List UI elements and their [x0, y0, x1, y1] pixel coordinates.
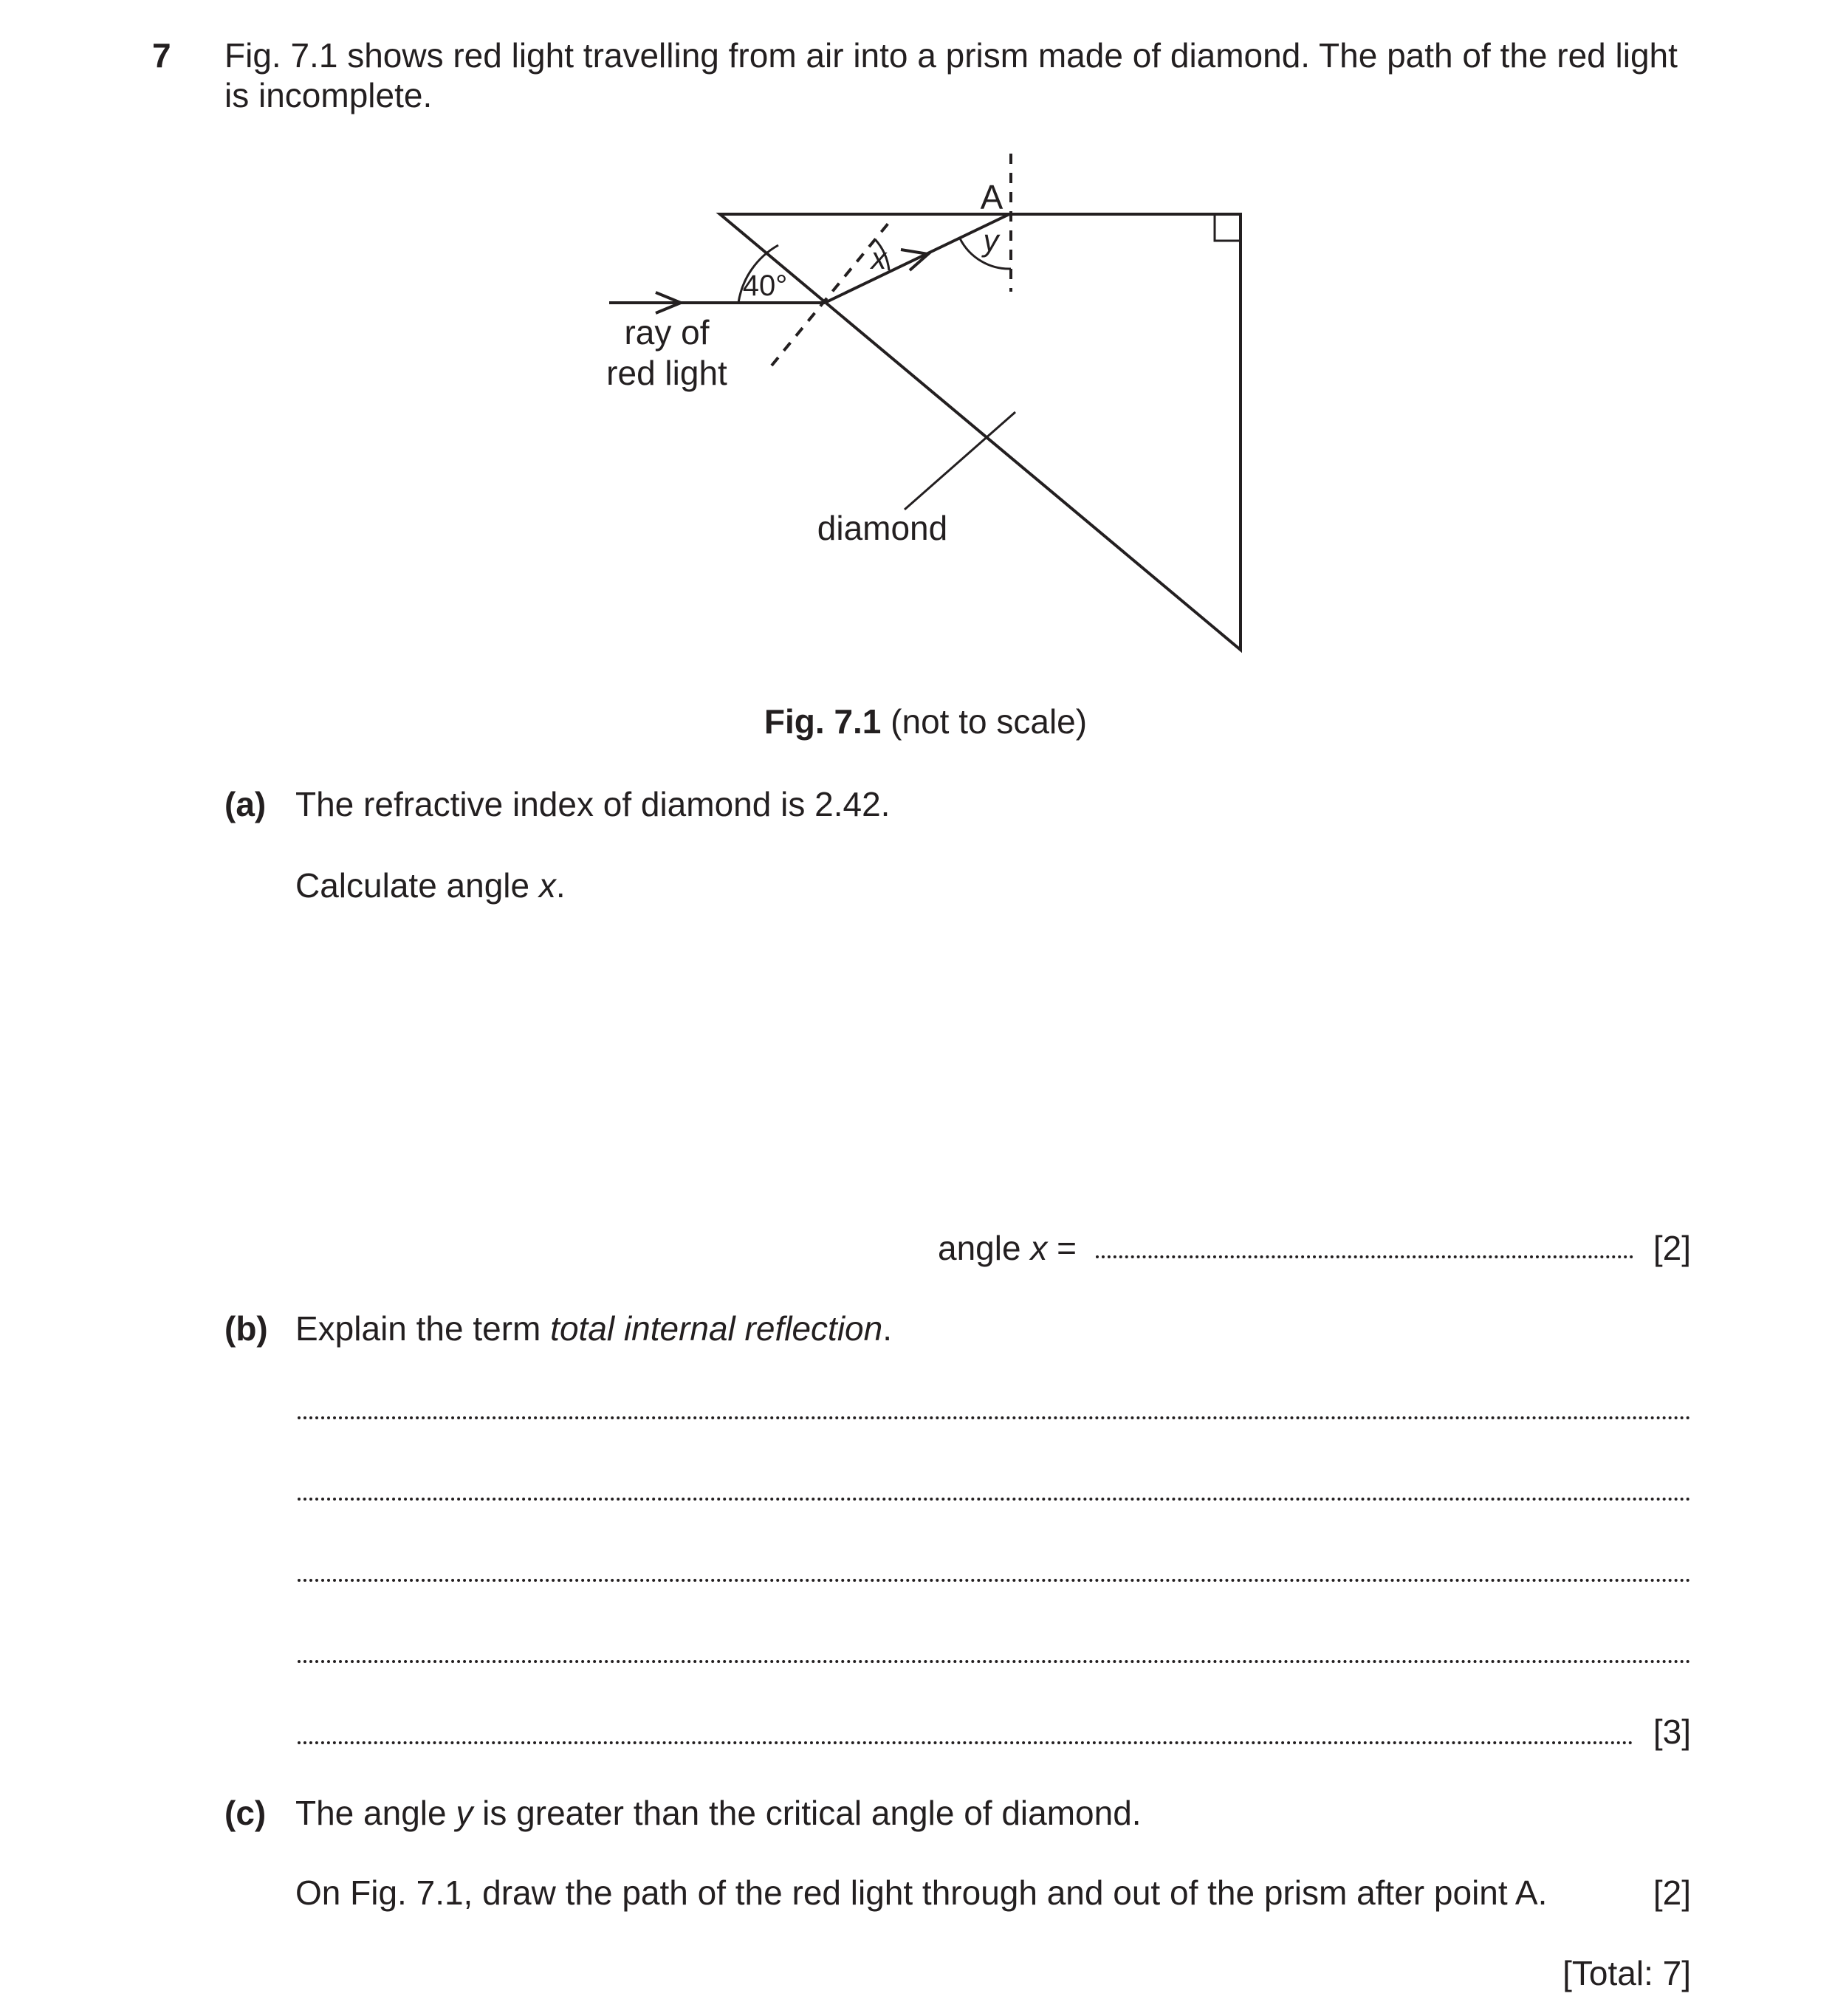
- label-a: A: [980, 178, 1004, 216]
- part-a-answer-post: =: [1047, 1229, 1077, 1267]
- part-b-text-pre: Explain the term: [295, 1309, 551, 1348]
- part-c-text-post: is greater than the critical angle of diamond.: [473, 1794, 1142, 1832]
- part-b-label: (b): [224, 1309, 268, 1348]
- label-ray-line1: ray of: [624, 313, 710, 352]
- part-c-text: [295, 1793, 1142, 1833]
- part-a-instruction: [295, 865, 566, 905]
- part-c-label: (c): [224, 1794, 267, 1832]
- part-a-marks: [2]: [1653, 1229, 1691, 1267]
- part-b-answer-line-5[interactable]: [298, 1741, 1633, 1744]
- prism-outline: [720, 214, 1241, 650]
- part-b-text-term: total internal reflection: [550, 1309, 883, 1348]
- part-b-text: [295, 1309, 892, 1348]
- prism-diagram: [0, 0, 1832, 665]
- part-c-text-pre: The angle: [295, 1794, 456, 1832]
- part-c-text-var: y: [456, 1794, 473, 1832]
- part-b-answer-line-2[interactable]: [298, 1498, 1691, 1501]
- figure-caption-rest: (not to scale): [881, 702, 1088, 741]
- label-angle-40: 40°: [742, 270, 788, 302]
- part-b-answer-line-1[interactable]: [298, 1416, 1691, 1419]
- label-x: x: [871, 241, 887, 275]
- part-b-marks: [3]: [1653, 1712, 1691, 1751]
- label-diamond: diamond: [817, 509, 948, 547]
- diamond-leader-line: [905, 412, 1015, 510]
- part-c-marks: [2]: [1653, 1873, 1691, 1912]
- part-a-answer-var: x: [1030, 1229, 1048, 1267]
- part-b-answer-line-3[interactable]: [298, 1579, 1691, 1582]
- question-intro-line1: Fig. 7.1 shows red light travelling from air into a prism made of diamond. The path of the red light: [224, 36, 1678, 75]
- part-a-instruction-pre: Calculate angle: [295, 866, 539, 905]
- total-marks: [Total: 7]: [1562, 1954, 1691, 1992]
- part-a-instruction-var: x: [538, 866, 556, 905]
- part-a-answer-line[interactable]: [1096, 1255, 1633, 1258]
- part-a-answer-label: [938, 1228, 1077, 1268]
- part-a-text: The refractive index of diamond is 2.42.: [295, 785, 891, 823]
- part-c-instruction: On Fig. 7.1, draw the path of the red light through and out of the prism after point A.: [295, 1873, 1548, 1912]
- part-a-answer-pre: angle: [938, 1229, 1031, 1267]
- refracted-ray: [825, 214, 1009, 303]
- label-y: y: [983, 223, 999, 258]
- right-angle-marker: [1215, 214, 1241, 241]
- figure-caption: [0, 702, 1832, 741]
- question-intro-line2: is incomplete.: [224, 76, 433, 114]
- label-ray-line2: red light: [606, 354, 727, 392]
- part-b-text-post: .: [882, 1309, 892, 1348]
- question-number: 7: [152, 36, 171, 75]
- part-a-instruction-post: .: [555, 866, 566, 905]
- part-a-label: (a): [224, 785, 267, 823]
- figure-caption-bold: Fig. 7.1: [764, 702, 882, 741]
- part-b-answer-line-4[interactable]: [298, 1660, 1691, 1663]
